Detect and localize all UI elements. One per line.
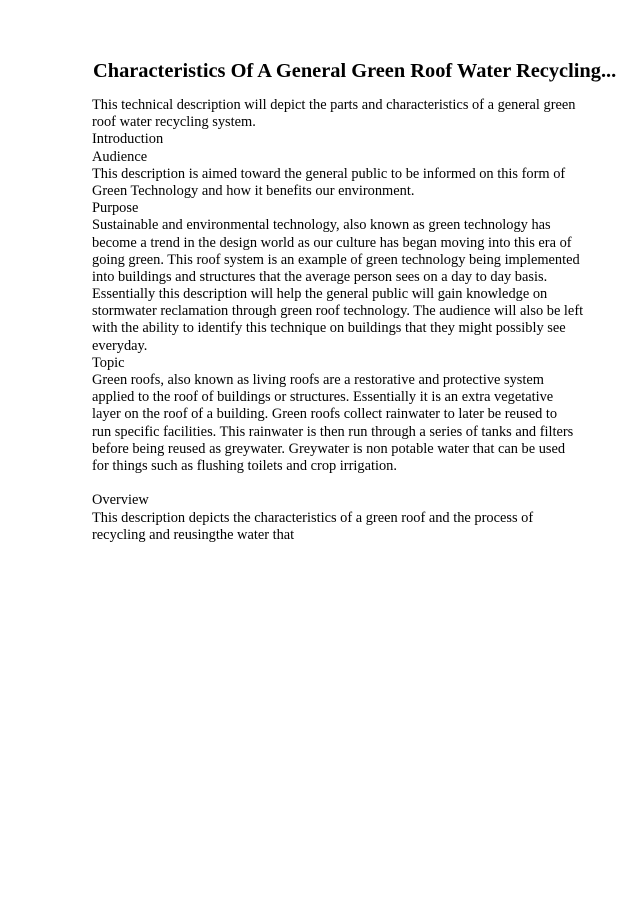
body-line: Purpose — [92, 200, 139, 217]
document-title: Characteristics Of A General Green Roof Water Recycling... — [93, 60, 617, 82]
body-line: recycling and reusingthe water that — [92, 526, 295, 543]
body-line: run specific facilities. This rainwater is then run through a series of tanks and filters — [92, 423, 574, 440]
body-line: before being reused as greywater. Greywater is non potable water that can be used — [92, 440, 566, 457]
body-line: applied to the roof of buildings or structures. Essentially it is an extra vegetative — [92, 389, 554, 406]
body-line: Topic — [92, 354, 125, 371]
body-line: become a trend in the design world as our culture has began moving into this era of — [92, 234, 572, 251]
body-line: Introduction — [92, 131, 164, 148]
blank-line — [92, 475, 602, 492]
body-line: Green Technology and how it benefits our environment. — [92, 182, 415, 199]
document-body — [92, 97, 602, 544]
body-line: Essentially this description will help the general public will gain knowledge on — [92, 286, 548, 303]
body-line: stormwater reclamation through green roof technology. The audience will also be left — [92, 303, 584, 320]
body-line: layer on the roof of a building. Green roofs collect rainwater to later be reused to — [92, 406, 558, 423]
body-line: Audience — [92, 148, 148, 165]
body-line: into buildings and structures that the average person sees on a day to day basis. — [92, 268, 548, 285]
body-line: everyday. — [92, 337, 148, 354]
body-line: with the ability to identify this technique on buildings that they might possibly see — [92, 320, 566, 337]
body-line: for things such as flushing toilets and crop irrigation. — [92, 457, 397, 474]
body-line: Green roofs, also known as living roofs are a restorative and protective system — [92, 372, 544, 388]
body-line: going green. This roof system is an example of green technology being implemented — [92, 251, 580, 268]
body-line: This description depicts the characteristics of a green roof and the process of — [92, 509, 534, 526]
body-line: This technical description will depict the parts and characteristics of a general green — [92, 97, 576, 113]
body-line: This description is aimed toward the general public to be informed on this form of — [92, 165, 566, 182]
body-line: Overview — [92, 492, 149, 509]
body-line: Sustainable and environmental technology, also known as green technology has — [92, 217, 551, 234]
body-line: roof water recycling system. — [92, 114, 256, 131]
